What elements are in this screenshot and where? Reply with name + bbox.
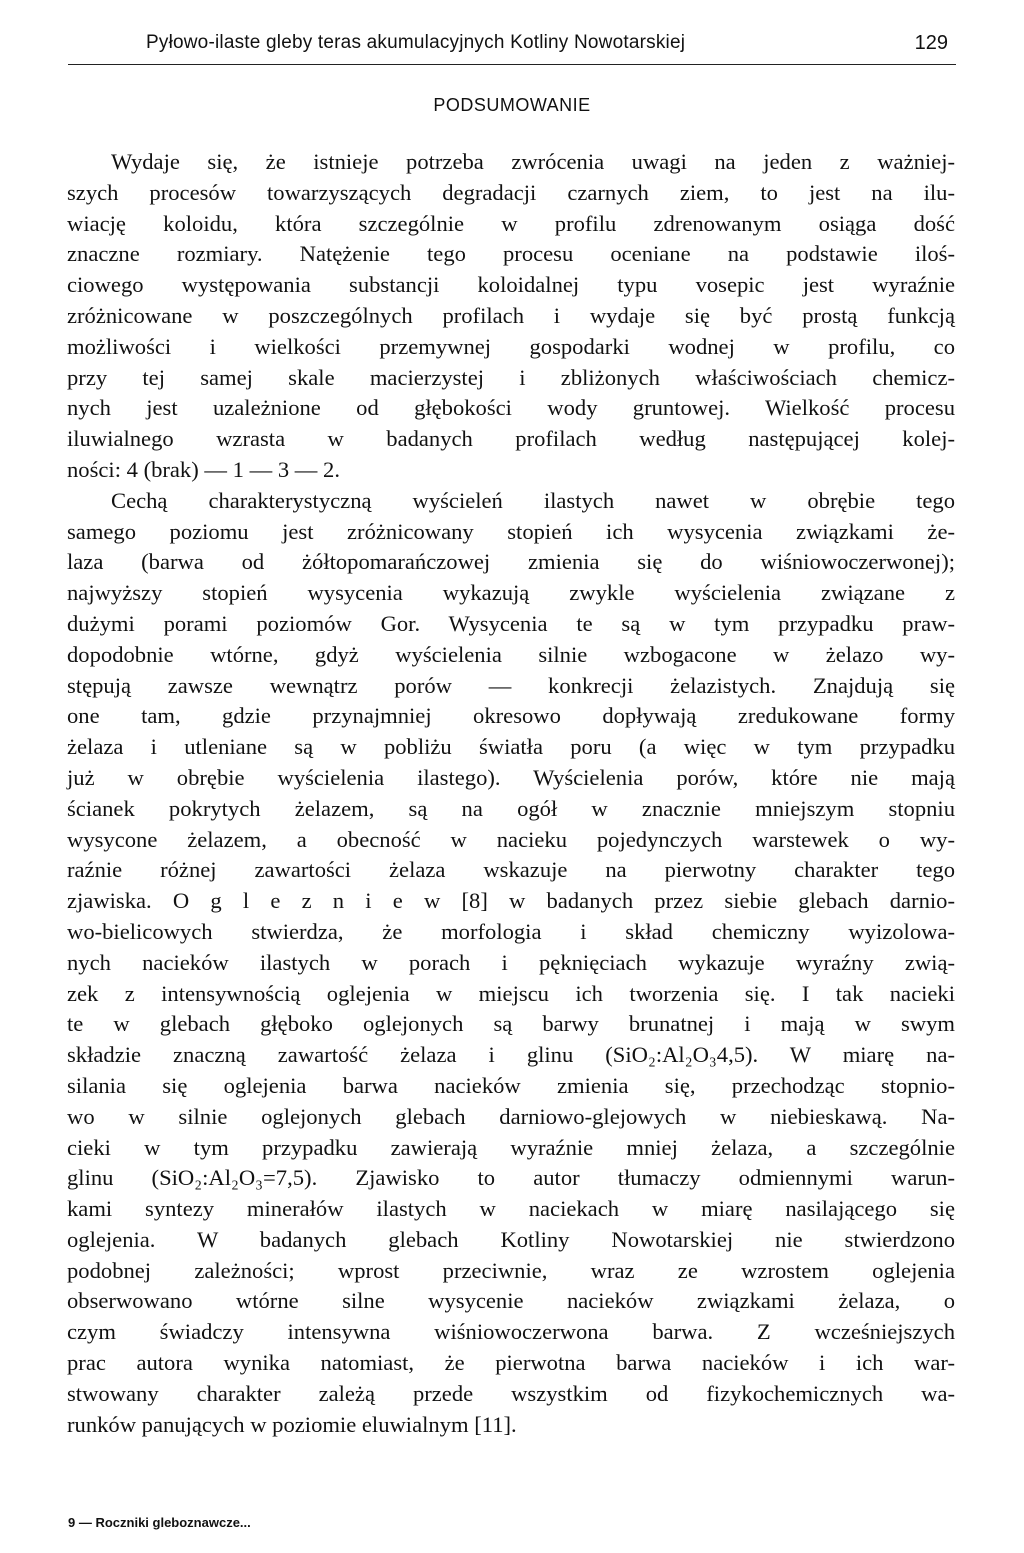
text-line: wo w silnie oglejonych glebach darniowo-glejowych w niebieskawą. Na-: [67, 1103, 955, 1129]
text-line: Cechą charakterystyczną wyścieleń ilastych nawet w obrębie tego: [111, 487, 955, 513]
text-line: dużymi porami poziomów Gor. Wysycenia te są w tym przypadku praw-: [67, 610, 955, 636]
text-line: już w obrębie wyścielenia ilastego). Wyścielenia porów, które nie mają: [67, 764, 955, 790]
text-line: wiację koloidu, która szczególnie w profilu zdrenowanym osiąga dość: [67, 210, 955, 236]
text-line: glinu (SiO₂:Al₂O₃=7,5). Zjawisko to autor tłumaczy odmiennymi warun-: [67, 1165, 955, 1191]
footnote: 9 — Roczniki gleboznawcze...: [68, 1515, 251, 1530]
page-number: 129: [914, 32, 948, 54]
text-line: stępują zawsze wewnątrz porów — konkrecji żelazistych. Znajdują się: [67, 672, 955, 698]
text-line: podobnej zależności; wprost przeciwnie, wraz ze wzrostem oglejenia: [67, 1257, 955, 1283]
text-line: runków panujących w poziomie eluwialnym [11].: [67, 1411, 517, 1437]
text-line: obserwowano wtórne silne wysycenie nacieków związkami żelaza, o: [67, 1288, 955, 1314]
text-line: raźnie różnej zawartości żelaza wskazuje na pierwotny charakter tego: [67, 857, 955, 883]
body-text: [67, 147, 955, 1440]
text-line: znaczne rozmiary. Natężenie tego procesu oceniane na podstawie iloś-: [67, 241, 955, 267]
running-title: Pyłowo-ilaste gleby teras akumulacyjnych Kotliny Nowotarskiej: [146, 32, 686, 53]
text-line: one tam, gdzie przynajmniej okresowo dopływają zredukowane formy: [67, 703, 955, 729]
text-line: samego poziomu jest zróżnicowany stopień ich wysycenia związkami że-: [67, 518, 955, 544]
text-line: Wydaje się, że istnieje potrzeba zwrócenia uwagi na jeden z ważniej-: [111, 149, 955, 174]
text-line: ciowego występowania substancji koloidalnej typu vosepic jest wyraźnie: [67, 272, 955, 298]
text-line: silania się oglejenia barwa nacieków zmienia się, przechodząc stopnio-: [67, 1072, 955, 1098]
text-line: zróżnicowane w poszczególnych profilach i wydaje się być prostą funkcją: [67, 302, 955, 328]
text-line: prac autora wynika natomiast, że pierwotna barwa nacieków i ich war-: [67, 1350, 955, 1376]
text-line: te w glebach głęboko oglejonych są barwy brunatnej i mają w swym: [67, 1011, 955, 1037]
text-line: kami syntezy minerałów ilastych w naciekach w miarę nasilającego się: [67, 1196, 955, 1222]
text-line: żelaza i utleniane są w pobliżu światła poru (a więc w tym przypadku: [67, 734, 955, 760]
text-line: nych nacieków ilastych w porach i pęknięciach wykazuje wyraźny zwią-: [67, 949, 955, 975]
text-line: przy tej samej skale macierzystej i zbliżonych właściwościach chemicz-: [67, 364, 955, 390]
text-line: ścianek pokrytych żelazem, są na ogół w znacznie mniejszym stopniu: [67, 795, 955, 821]
text-line: cieki w tym przypadku zawierają wyraźnie mniej żelaza, a szczególnie: [67, 1134, 955, 1160]
text-line: zjawiska. O g l e z n i e w [8] w badanych przez siebie glebach darnio-: [67, 888, 955, 914]
text-line: wo-bielicowych stwierdza, że morfologia i skład chemiczny wyizolowa-: [67, 918, 955, 944]
text-line: stwowany charakter zależą przede wszystkim od fizykochemicznych wa-: [67, 1380, 955, 1406]
text-line: iluwialnego wzrasta w badanych profilach według następującej kolej-: [67, 426, 955, 452]
text-line: oglejenia. W badanych glebach Kotliny Nowotarskiej nie stwierdzono: [67, 1226, 955, 1252]
text-line: składzie znaczną zawartość żelaza i glinu (SiO₂:Al₂O₃4,5). W miarę na-: [67, 1042, 955, 1068]
text-line: laza (barwa od żółtopomarańczowej zmienia się do wiśniowoczerwonej);: [67, 549, 955, 575]
text-line: szych procesów towarzyszących degradacji czarnych ziem, to jest na ilu-: [67, 179, 955, 205]
section-title: PODSUMOWANIE: [433, 95, 591, 115]
text-line: najwyższy stopień wysycenia wykazują zwykle wyścielenia związane z: [67, 580, 955, 606]
text-line: dopodobnie wtórne, gdyż wyścielenia silnie wzbogacone w żelazo wy-: [67, 641, 955, 667]
text-line: ności: 4 (brak) — 1 — 3 — 2.: [67, 456, 340, 482]
text-line: wysycone żelazem, a obecność w nacieku pojedynczych warstewek o wy-: [67, 826, 955, 852]
text-line: możliwości i wielkości przemywnej gospodarki wodnej w profilu, co: [67, 333, 955, 359]
running-header: [68, 30, 956, 65]
text-line: zek z intensywnością oglejenia w miejscu ich tworzenia się. I tak nacieki: [67, 980, 955, 1006]
text-line: nych jest uzależnione od głębokości wody gruntowej. Wielkość procesu: [67, 395, 955, 421]
text-line: czym świadczy intensywna wiśniowoczerwona barwa. Z wcześniejszych: [67, 1319, 955, 1345]
